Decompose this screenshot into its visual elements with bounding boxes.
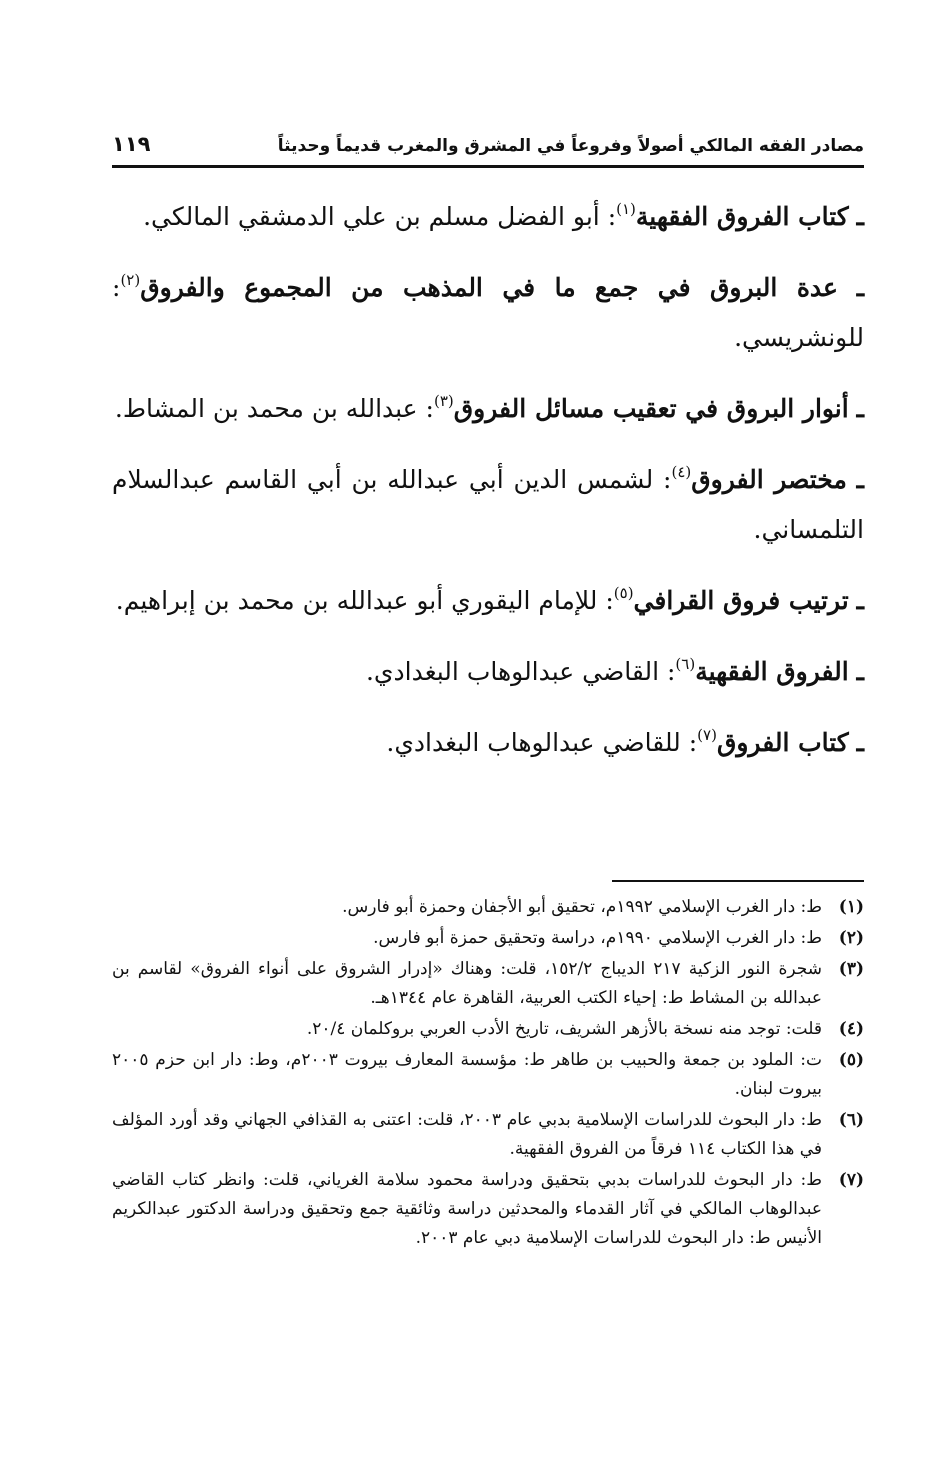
entry-text: : للإمام اليقوري أبو عبدالله بن محمد بن إبراهيم. (115, 586, 614, 615)
list-item (112, 455, 864, 555)
entry-text: : لشمس الدين أبي عبدالله بن أبي القاسم عبدالسلام التلمساني. (112, 465, 864, 544)
footnote-ref: (٦) (675, 655, 696, 673)
footnote-number: (١) (838, 897, 864, 917)
footnote (112, 893, 864, 922)
entry-dash: ـ (856, 657, 864, 686)
footnote-ref: (٧) (697, 726, 717, 744)
footnote-text: شجرة النور الزكية ٢١٧ الديباج ١٥٢/٢، قلت: وهناك «إدرار الشروق على أنواء الفروق» لقاسم بن عبدالله بن المشاط ط: إحياء الكتب العربية، القاهرة عام ١٣٤٤هـ. (112, 959, 822, 1008)
footnote-ref: (١) (616, 200, 636, 218)
entry-text: : للونشريسي. (112, 273, 864, 352)
footnote (112, 1106, 864, 1164)
book-title: مختصر الفروق (691, 465, 847, 494)
footnote-text: ط: دار الغرب الإسلامي ١٩٩٢م، تحقيق أبو الأجفان وحمزة أبو فارس. (342, 897, 822, 917)
footnote-ref: (٢) (120, 271, 141, 289)
footnote (112, 924, 864, 953)
header-rule (112, 165, 864, 168)
book-title: ترتيب فروق القرافي (633, 586, 849, 615)
footnote-text: ط: دار البحوث للدراسات بدبي بتحقيق ودراسة محمود سلامة الغرياني، قلت: وانظر كتاب القاضي عبدالوهاب المالكي في آثار القدماء والمحدثين دراسة وثائقية جمع وتحقيق ودراسة الدكتور عبدالكريم الأنيس ط: دار البحوث للدراسات الإسلامية دبي عام ٢٠٠٣. (112, 1170, 822, 1248)
footnote-text: ط: دار البحوث للدراسات الإسلامية بدبي عام ٢٠٠٣، قلت: اعتنى به القذافي الجهاني وقد أورد المؤلف في هذا الكتاب ١١٤ فرقاً من الفروق الفقهية. (112, 1110, 822, 1159)
footnote-text: قلت: توجد منه نسخة بالأزهر الشريف، تاريخ الأدب العربي بروكلمان ٢٠/٤. (306, 1019, 822, 1039)
footnote-number: (٥) (838, 1050, 864, 1070)
footnote-ref: (٣) (433, 392, 454, 410)
book-title: كتاب الفروق الفقهية (635, 202, 849, 231)
entry-dash: ـ (856, 273, 865, 302)
footnote (112, 1046, 864, 1104)
footnotes (112, 893, 864, 1255)
entry-dash: ـ (856, 465, 864, 494)
entry-dash: ـ (856, 586, 864, 615)
list-item (112, 576, 864, 626)
footnote-number: (٧) (838, 1170, 864, 1190)
book-title: عدة البروق في جمع ما في المذهب من المجموع والفروق (140, 273, 838, 302)
entry-dash: ـ (856, 202, 864, 231)
running-header (112, 122, 864, 156)
entry-text: : أبو الفضل مسلم بن علي الدمشقي المالكي. (143, 202, 617, 231)
book-title: أنوار البروق في تعقيب مسائل الفروق (453, 394, 849, 423)
list-item (112, 384, 864, 434)
list-item (112, 718, 864, 768)
footnote-separator (612, 880, 864, 882)
footnote-number: (٦) (838, 1110, 864, 1130)
entry-text: : عبدالله بن محمد بن المشاط. (114, 394, 434, 423)
footnote-number: (٤) (838, 1019, 864, 1039)
footnote (112, 1166, 864, 1253)
list-item (112, 192, 864, 242)
list-item (112, 263, 864, 363)
page-number: ١١٩ (112, 132, 151, 156)
footnote-number: (٣) (838, 959, 864, 979)
footnote-text: ط: دار الغرب الإسلامي ١٩٩٠م، دراسة وتحقيق حمزة أبو فارس. (373, 928, 822, 948)
footnote-ref: (٤) (671, 463, 692, 481)
footnote-text: ت: الملود بن جمعة والحبيب بن طاهر ط: مؤسسة المعارف بيروت ٢٠٠٣م، وط: دار ابن حزم ٢٠٠٥ بيروت لبنان. (112, 1050, 822, 1099)
book-title: كتاب الفروق (716, 728, 849, 757)
book-title: الفروق الفقهية (695, 657, 849, 686)
running-header-title: مصادر الفقه المالكي أصولاً وفروعاً في المشرق والمغرب قديماً وحديثاً (277, 136, 864, 156)
entry-dash: ـ (856, 728, 864, 757)
footnote (112, 1015, 864, 1044)
footnote-number: (٢) (838, 928, 864, 948)
entry-dash: ـ (856, 394, 864, 423)
footnote-ref: (٥) (613, 584, 634, 602)
footnote (112, 955, 864, 1013)
entry-text: : للقاضي عبدالوهاب البغدادي. (386, 728, 698, 757)
list-item (112, 647, 864, 697)
book-list (112, 192, 864, 789)
entry-text: : القاضي عبدالوهاب البغدادي. (365, 657, 676, 686)
